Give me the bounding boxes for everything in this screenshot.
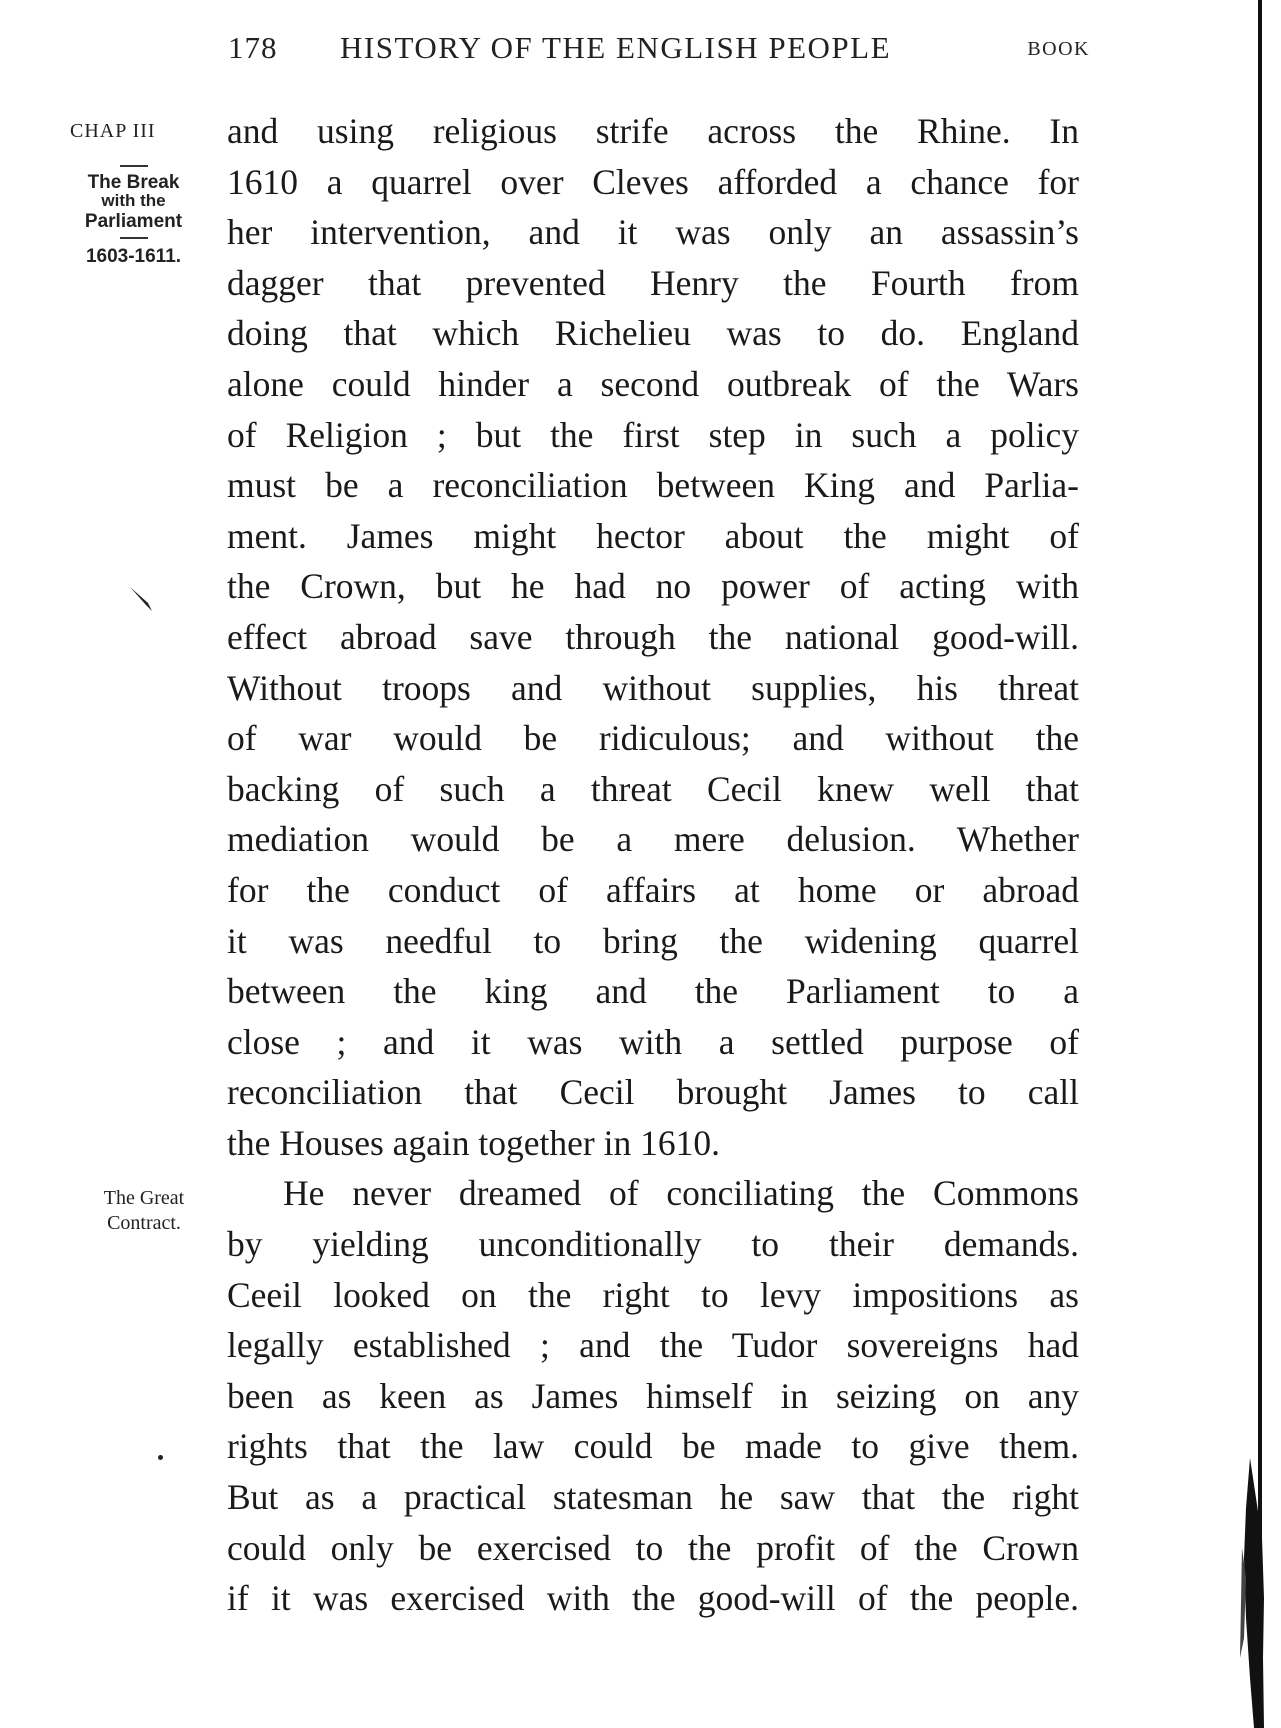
topic-line: The Break bbox=[87, 172, 180, 193]
text-line: Ceeil looked on the right to levy impositions as bbox=[227, 1274, 1079, 1315]
text-line: by yielding unconditionally to their demands. bbox=[227, 1224, 1079, 1265]
text-line: of Religion ; but the first step in such a policy bbox=[227, 414, 1079, 455]
contract-line: The Great bbox=[103, 1187, 185, 1209]
great-contract-sidenote bbox=[84, 1186, 204, 1236]
text-line: backing of such a threat Cecil knew well that bbox=[227, 768, 1079, 809]
chapter-sidenote: CHAP III bbox=[70, 120, 156, 142]
text-line: been as keen as James himself in seizing on any bbox=[227, 1375, 1079, 1416]
contract-line: Contract. bbox=[107, 1212, 181, 1234]
sidenote-rule bbox=[120, 165, 148, 167]
text-line: But as a practical statesman he saw that the right bbox=[227, 1477, 1079, 1518]
date-range-sidenote: 1603-1611. bbox=[85, 245, 182, 267]
text-line: ment. James might hector about the might of bbox=[227, 515, 1079, 556]
text-line: if it was exercised with the good-will of the people. bbox=[227, 1578, 1079, 1619]
binding-shadow bbox=[1236, 1458, 1266, 1728]
text-line: 1610 a quarrel over Cleves afforded a chance for bbox=[227, 161, 1079, 202]
topic-line: with the bbox=[101, 191, 166, 210]
text-line: effect abroad save through the national good-will. bbox=[227, 616, 1079, 657]
topic-line: Parliament bbox=[84, 211, 183, 232]
text-line: mediation would be a mere delusion. Whether bbox=[227, 819, 1079, 860]
book-label: BOOK bbox=[1027, 38, 1090, 60]
text-line: could only be exercised to the profit of the Crown bbox=[227, 1527, 1079, 1568]
text-line: close ; and it was with a settled purpose of bbox=[227, 1021, 1079, 1062]
text-line: the Crown, but he had no power of acting with bbox=[227, 566, 1079, 607]
text-line: must be a reconciliation between King and Parlia- bbox=[227, 465, 1079, 506]
text-line: legally established ; and the Tudor sovereigns had bbox=[227, 1325, 1079, 1366]
text-line: for the conduct of affairs at home or abroad bbox=[227, 869, 1079, 910]
text-line: alone could hinder a second outbreak of the Wars bbox=[227, 363, 1079, 404]
topic-sidenote bbox=[66, 173, 201, 266]
sidenote-rule bbox=[120, 237, 148, 239]
running-title: HISTORY OF THE ENGLISH PEOPLE bbox=[340, 30, 892, 65]
text-line: He never dreamed of conciliating the Commons bbox=[283, 1173, 1079, 1214]
text-line: between the king and the Parliament to a bbox=[227, 971, 1079, 1012]
text-line: Without troops and without supplies, his threat bbox=[227, 667, 1079, 708]
text-line: her intervention, and it was only an assassin’s bbox=[227, 212, 1079, 253]
pencil-tick-mark bbox=[128, 585, 158, 613]
margin-dot-mark bbox=[158, 1455, 163, 1460]
text-line: doing that which Richelieu was to do. England bbox=[227, 313, 1079, 354]
text-line: of war would be ridiculous; and without the bbox=[227, 718, 1079, 759]
running-header bbox=[228, 30, 1090, 70]
page-number: 178 bbox=[228, 30, 278, 65]
text-line: rights that the law could be made to give them. bbox=[227, 1426, 1079, 1467]
text-line: it was needful to bring the widening quarrel bbox=[227, 920, 1079, 961]
text-line: and using religious strife across the Rhine. In bbox=[227, 111, 1079, 151]
text-line: reconciliation that Cecil brought James to call bbox=[227, 1072, 1079, 1113]
text-line: the Houses again together in 1610. bbox=[227, 1122, 720, 1163]
text-line: dagger that prevented Henry the Fourth from bbox=[227, 262, 1079, 303]
body-text bbox=[227, 106, 1079, 1624]
